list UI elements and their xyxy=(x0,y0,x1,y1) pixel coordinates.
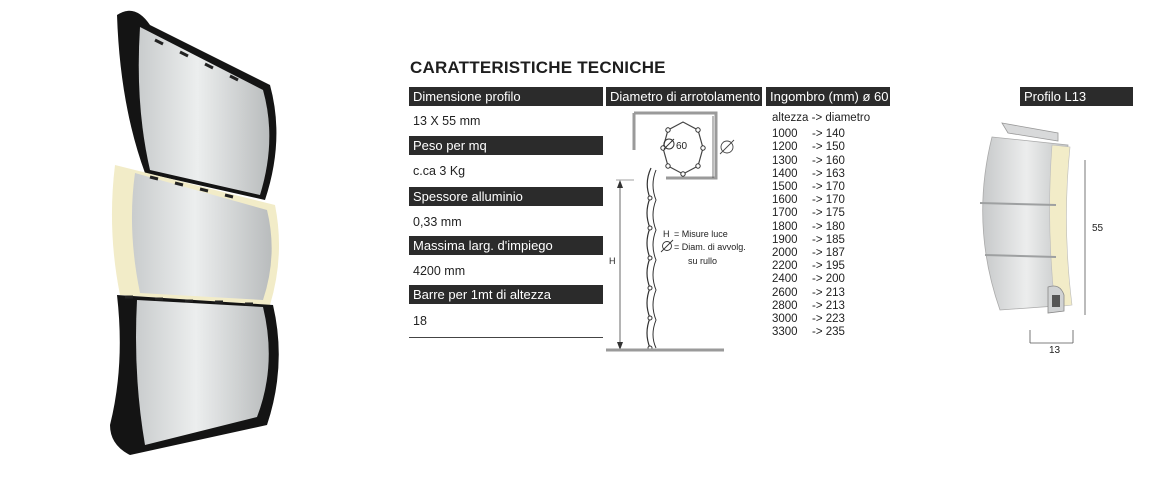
legend-diam-text-2: su rullo xyxy=(688,256,718,266)
profile-section-image xyxy=(960,115,1110,360)
spec-label-thickness: Spessore alluminio xyxy=(409,187,603,206)
shutter-slats-image xyxy=(95,5,295,465)
legend-h-text: = Misure luce xyxy=(674,229,728,239)
cell-height: 3000 xyxy=(772,313,798,326)
cell-height: 1900 xyxy=(772,233,798,246)
cell-diameter: -> 213 xyxy=(812,299,845,312)
cell-diameter: -> 185 xyxy=(812,233,845,246)
spec-value-max-width: 4200 mm xyxy=(413,264,466,278)
spec-divider xyxy=(409,337,603,338)
cell-diameter: -> 160 xyxy=(812,154,845,167)
profile-header: Profilo L13 xyxy=(1020,87,1133,106)
profile-width-label: 13 xyxy=(1049,345,1061,356)
table-row xyxy=(772,326,870,339)
table-row xyxy=(772,273,870,286)
cell-diameter: -> 163 xyxy=(812,167,845,180)
cell-height: 1600 xyxy=(772,194,798,207)
table-row xyxy=(772,300,870,313)
table-row xyxy=(772,207,870,220)
cell-diameter: -> 213 xyxy=(812,286,845,299)
cell-diameter: -> 180 xyxy=(812,220,845,233)
cell-height: 1500 xyxy=(772,181,798,194)
table-row xyxy=(772,221,870,234)
spec-value-thickness: 0,33 mm xyxy=(413,215,462,229)
cell-height: 2600 xyxy=(772,286,798,299)
table-row xyxy=(772,247,870,260)
cell-height: 1700 xyxy=(772,207,798,220)
table-row xyxy=(772,181,870,194)
cell-height: 1200 xyxy=(772,141,798,154)
legend-h-symbol: H xyxy=(663,229,670,239)
legend-diam-text: = Diam. di avvolg. xyxy=(674,242,746,252)
ingombro-column-header: altezza -> diametro xyxy=(772,112,871,124)
diameter-label: 60 xyxy=(676,141,688,152)
diagram-header: Diametro di arrotolamento xyxy=(606,87,762,106)
cell-diameter: -> 235 xyxy=(812,326,845,339)
spec-label-dimension: Dimensione profilo xyxy=(409,87,603,106)
cell-diameter: -> 170 xyxy=(812,194,845,207)
ingombro-table xyxy=(772,112,870,339)
h-dimension-label: H xyxy=(609,256,616,266)
cell-diameter: -> 195 xyxy=(812,260,845,273)
table-row xyxy=(772,234,870,247)
cell-height: 2800 xyxy=(772,299,798,312)
cell-height: 1300 xyxy=(772,154,798,167)
table-row xyxy=(772,168,870,181)
cell-height: 1800 xyxy=(772,220,798,233)
cell-diameter: -> 175 xyxy=(812,207,845,220)
spec-value-bars: 18 xyxy=(413,314,427,328)
spec-label-weight: Peso per mq xyxy=(409,136,603,155)
spec-label-max-width: Massima larg. d'impiego xyxy=(409,236,603,255)
cell-height: 1000 xyxy=(772,128,798,141)
page-title: CARATTERISTICHE TECNICHE xyxy=(410,58,666,77)
cell-height: 2200 xyxy=(772,260,798,273)
table-row xyxy=(772,194,870,207)
cell-diameter: -> 200 xyxy=(812,273,845,286)
ingombro-header: Ingombro (mm) ø 60 xyxy=(766,87,890,106)
spec-label-bars: Barre per 1mt di altezza xyxy=(409,285,603,304)
table-row xyxy=(772,155,870,168)
cell-diameter: -> 187 xyxy=(812,247,845,260)
profile-height-label: 55 xyxy=(1092,223,1104,234)
cell-diameter: -> 170 xyxy=(812,181,845,194)
table-row xyxy=(772,260,870,273)
spec-value-dimension: 13 X 55 mm xyxy=(413,114,481,128)
table-row xyxy=(772,128,870,141)
table-row xyxy=(772,313,870,326)
table-row xyxy=(772,141,870,154)
cell-height: 2000 xyxy=(772,247,798,260)
cell-height: 3300 xyxy=(772,326,798,339)
cell-height: 2400 xyxy=(772,273,798,286)
cell-height: 1400 xyxy=(772,167,798,180)
cell-diameter: -> 150 xyxy=(812,141,845,154)
winding-diagram xyxy=(606,108,762,356)
spec-value-weight: c.ca 3 Kg xyxy=(413,164,466,178)
cell-diameter: -> 140 xyxy=(812,128,845,141)
table-row xyxy=(772,287,870,300)
cell-diameter: -> 223 xyxy=(812,313,845,326)
